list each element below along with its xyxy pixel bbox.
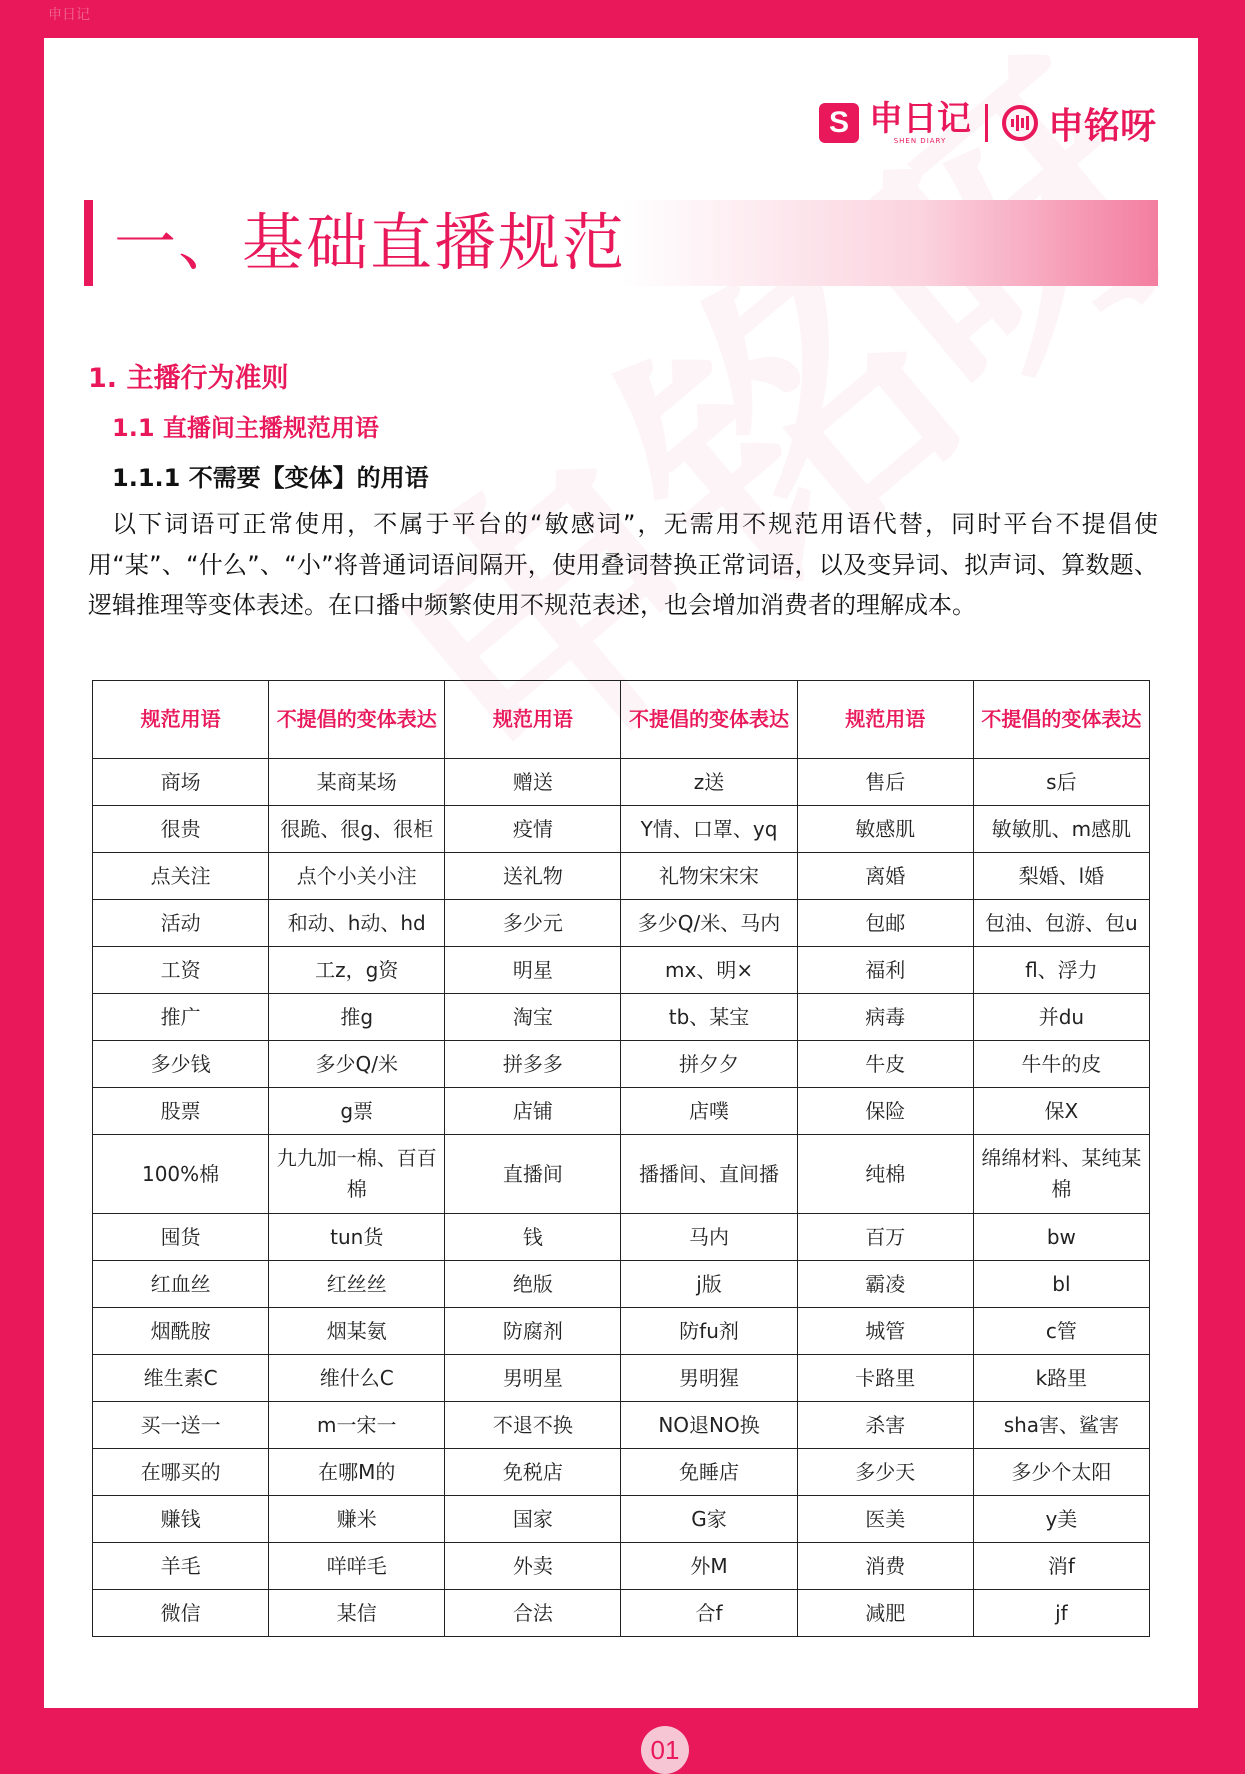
table-cell: 股票	[93, 1088, 269, 1135]
table-cell: 买一送一	[93, 1402, 269, 1449]
table-cell: 九九加一棉、百百棉	[269, 1135, 445, 1214]
table-cell: 红血丝	[93, 1261, 269, 1308]
table-header-cell: 规范用语	[797, 681, 973, 759]
table-cell: 售后	[797, 759, 973, 806]
table-header-row	[93, 681, 1150, 759]
brand-sound-wave-icon	[1002, 105, 1038, 141]
heading-1-1-1: 1.1.1 不需要【变体】的用语	[112, 464, 429, 492]
table-cell: 点个小关小注	[269, 853, 445, 900]
table-row	[93, 1135, 1150, 1214]
table-cell: 防腐剂	[445, 1308, 621, 1355]
table-cell: 医美	[797, 1496, 973, 1543]
table-cell: 霸凌	[797, 1261, 973, 1308]
table-row	[93, 1308, 1150, 1355]
table-cell: 微信	[93, 1590, 269, 1637]
table-cell: 卡路里	[797, 1355, 973, 1402]
section-title: 一、基础直播规范	[114, 206, 627, 279]
table-cell: 工z，g资	[269, 947, 445, 994]
table-cell: 离婚	[797, 853, 973, 900]
table-cell: 多少Q/米、马内	[621, 900, 797, 947]
table-cell: 外卖	[445, 1543, 621, 1590]
table-row	[93, 1590, 1150, 1637]
table-cell: 并du	[973, 994, 1149, 1041]
table-row	[93, 1261, 1150, 1308]
brand-header	[819, 100, 1156, 146]
table-cell: 点关注	[93, 853, 269, 900]
table-cell: Y情、口罩、yq	[621, 806, 797, 853]
table-cell: 敏感肌	[797, 806, 973, 853]
table-cell: bl	[973, 1261, 1149, 1308]
table-cell: 保险	[797, 1088, 973, 1135]
brand-name1: 申日记	[868, 99, 971, 139]
table-cell: 咩咩毛	[269, 1543, 445, 1590]
table-row	[93, 994, 1150, 1041]
table-cell: 消费	[797, 1543, 973, 1590]
table-cell: tun货	[269, 1214, 445, 1261]
terms-table	[92, 680, 1150, 1637]
table-cell: 钱	[445, 1214, 621, 1261]
table-cell: 在哪买的	[93, 1449, 269, 1496]
table-cell: fl、浮力	[973, 947, 1149, 994]
table-cell: 疫情	[445, 806, 621, 853]
table-cell: s后	[973, 759, 1149, 806]
table-row	[93, 853, 1150, 900]
table-row	[93, 900, 1150, 947]
table-cell: 直播间	[445, 1135, 621, 1214]
heading-1-1: 1.1 直播间主播规范用语	[112, 414, 379, 442]
table-row	[93, 1355, 1150, 1402]
table-cell: 男明猩	[621, 1355, 797, 1402]
table-cell: 病毒	[797, 994, 973, 1041]
table-cell: 100%棉	[93, 1135, 269, 1214]
table-cell: 免睡店	[621, 1449, 797, 1496]
section-title-accent	[84, 200, 93, 286]
table-cell: 百万	[797, 1214, 973, 1261]
table-header-cell: 不提倡的变体表达	[973, 681, 1149, 759]
table-cell: bw	[973, 1214, 1149, 1261]
brand-divider	[985, 104, 988, 142]
table-cell: jf	[973, 1590, 1149, 1637]
heading-1: 1. 主播行为准则	[88, 363, 289, 394]
table-cell: 男明星	[445, 1355, 621, 1402]
table-cell: 拼夕夕	[621, 1041, 797, 1088]
table-header-cell: 规范用语	[445, 681, 621, 759]
table-cell: 多少元	[445, 900, 621, 947]
table-cell: 播播间、直间播	[621, 1135, 797, 1214]
table-cell: 维什么C	[269, 1355, 445, 1402]
table-cell: 店噗	[621, 1088, 797, 1135]
table-cell: 明星	[445, 947, 621, 994]
table-cell: 包邮	[797, 900, 973, 947]
table-cell: 合法	[445, 1590, 621, 1637]
table-cell: 赚米	[269, 1496, 445, 1543]
table-cell: k路里	[973, 1355, 1149, 1402]
table-cell: 多少钱	[93, 1041, 269, 1088]
table-cell: 淘宝	[445, 994, 621, 1041]
table-cell: 某信	[269, 1590, 445, 1637]
table-cell: 国家	[445, 1496, 621, 1543]
table-cell: 很跪、很g、很柜	[269, 806, 445, 853]
table-cell: 赠送	[445, 759, 621, 806]
table-cell: 商场	[93, 759, 269, 806]
table-cell: 福利	[797, 947, 973, 994]
table-cell: 送礼物	[445, 853, 621, 900]
table-row	[93, 1543, 1150, 1590]
table-cell: 纯棉	[797, 1135, 973, 1214]
table-cell: 很贵	[93, 806, 269, 853]
table-cell: 包油、包游、包u	[973, 900, 1149, 947]
table-cell: 合f	[621, 1590, 797, 1637]
table-cell: 杀害	[797, 1402, 973, 1449]
table-cell: 马内	[621, 1214, 797, 1261]
brand-name2: 申铭呀	[1047, 105, 1156, 147]
table-row	[93, 806, 1150, 853]
table-cell: 某商某场	[269, 759, 445, 806]
table-cell: 活动	[93, 900, 269, 947]
table-cell: 囤货	[93, 1214, 269, 1261]
table-header-cell: 不提倡的变体表达	[621, 681, 797, 759]
table-cell: 梨婚、l婚	[973, 853, 1149, 900]
table-cell: 拼多多	[445, 1041, 621, 1088]
table-cell: 减肥	[797, 1590, 973, 1637]
top-watermark-mark: 申日记	[48, 7, 90, 23]
page-number: 01	[641, 1726, 689, 1774]
table-cell: 绝版	[445, 1261, 621, 1308]
table-row	[93, 1088, 1150, 1135]
table-cell: 牛牛的皮	[973, 1041, 1149, 1088]
table-cell: mx、明×	[621, 947, 797, 994]
terms-table-body	[93, 759, 1150, 1637]
table-row	[93, 1496, 1150, 1543]
table-cell: 在哪M的	[269, 1449, 445, 1496]
table-header-cell: 规范用语	[93, 681, 269, 759]
table-cell: 多少天	[797, 1449, 973, 1496]
table-cell: 防fu剂	[621, 1308, 797, 1355]
table-cell: NO退NO换	[621, 1402, 797, 1449]
table-cell: 免税店	[445, 1449, 621, 1496]
table-cell: 保X	[973, 1088, 1149, 1135]
table-cell: m一宋一	[269, 1402, 445, 1449]
table-cell: 外M	[621, 1543, 797, 1590]
table-cell: 多少个太阳	[973, 1449, 1149, 1496]
table-cell: 礼物宋宋宋	[621, 853, 797, 900]
table-cell: z送	[621, 759, 797, 806]
table-cell: sha害、鲨害	[973, 1402, 1149, 1449]
table-cell: 和动、h动、hd	[269, 900, 445, 947]
document-page	[44, 38, 1198, 1765]
table-cell: 羊毛	[93, 1543, 269, 1590]
table-cell: j版	[621, 1261, 797, 1308]
table-cell: 不退不换	[445, 1402, 621, 1449]
table-cell: 牛皮	[797, 1041, 973, 1088]
table-row	[93, 1041, 1150, 1088]
table-row	[93, 1214, 1150, 1261]
table-cell: 维生素C	[93, 1355, 269, 1402]
table-cell: tb、某宝	[621, 994, 797, 1041]
table-cell: 烟酰胺	[93, 1308, 269, 1355]
table-row	[93, 947, 1150, 994]
table-header-cell: 不提倡的变体表达	[269, 681, 445, 759]
table-cell: 推广	[93, 994, 269, 1041]
table-cell: 敏敏肌、m感肌	[973, 806, 1149, 853]
table-cell: 红丝丝	[269, 1261, 445, 1308]
table-cell: 推g	[269, 994, 445, 1041]
brand-s-logo-icon: S	[819, 103, 859, 143]
table-row	[93, 1449, 1150, 1496]
brand-name1-sub: SHEN DIARY	[893, 137, 947, 145]
table-cell: G家	[621, 1496, 797, 1543]
brand-name1-block	[869, 101, 971, 145]
table-cell: 烟某氨	[269, 1308, 445, 1355]
table-cell: c管	[973, 1308, 1149, 1355]
table-cell: y美	[973, 1496, 1149, 1543]
table-cell: 工资	[93, 947, 269, 994]
table-cell: 赚钱	[93, 1496, 269, 1543]
table-cell: 多少Q/米	[269, 1041, 445, 1088]
table-cell: 城管	[797, 1308, 973, 1355]
table-cell: 绵绵材料、某纯某棉	[973, 1135, 1149, 1214]
table-row	[93, 1402, 1150, 1449]
table-cell: g票	[269, 1088, 445, 1135]
table-row	[93, 759, 1150, 806]
table-cell: 店铺	[445, 1088, 621, 1135]
table-cell: 消f	[973, 1543, 1149, 1590]
intro-paragraph: 以下词语可正常使用，不属于平台的“敏感词”，无需用不规范用语代替，同时平台不提倡使用“某”、“什么”、“小”将普通词语间隔开，使用叠词替换正常词语，以及变异词、拟声词、算数题、逻辑推理等变体表述。在口播中频繁使用不规范表述，也会增加消费者的理解成本。	[88, 510, 1158, 619]
